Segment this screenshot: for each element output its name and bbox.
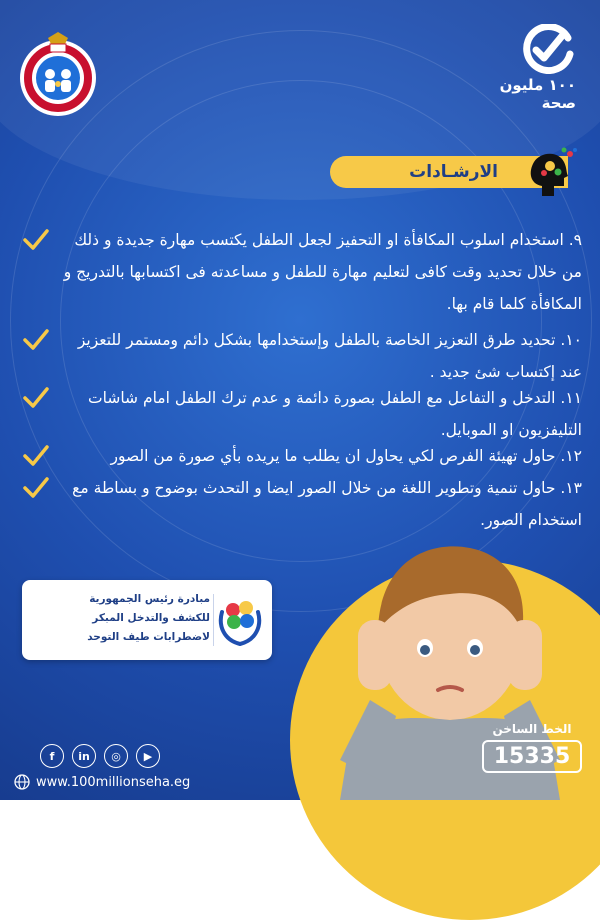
website-link[interactable] [14,774,190,790]
section-title: الارشـادات [409,162,498,182]
hotline-label: الخط الساخن [492,722,572,736]
initiative-line: مبادرة رئيس الجمهورية [89,593,210,605]
website-url[interactable]: www.100millionseha.eg [36,774,191,790]
hotline [482,722,582,773]
check-icon [22,476,50,500]
guideline-text: حاول تهيئة الفرص لكي يحاول ان يطلب ما يريده بأي صورة من الصور [110,447,556,465]
check-icon [22,386,50,410]
guideline-number: ٩. [568,231,582,249]
linkedin-icon[interactable]: in [72,744,96,768]
ministry-of-health-logo [14,30,102,118]
guideline-item [22,440,582,472]
initiative-line: لاضطرابات طيف التوحد [87,631,210,643]
campaign-name-line2: صحة [541,94,576,112]
guideline-text: حاول تنمية وتطوير اللغة من خلال الصور ايضا و التحدث بوضوح و بساطة مع استخدام الصور. [72,479,582,529]
check-icon [22,328,50,352]
guideline-item [22,224,582,324]
guideline-number: ١٣. [560,479,582,497]
globe-icon [14,774,30,790]
hotline-number[interactable]: 15335 [482,740,582,773]
check-icon [22,228,50,252]
guideline-text: التدخل و التفاعل مع الطفل بصورة دائمة و عدم ترك الطفل امام شاشات التليفزيون او الموبايل. [88,389,582,439]
youtube-icon[interactable]: ▶ [136,744,160,768]
guideline-text: تحديد طرق التعزيز الخاصة بالطفل وإستخدامها بشكل دائم ومستمر للتعزيز عند إكتساب شئ جديد . [77,331,582,381]
head-gears-icon [520,146,578,198]
guideline-number: ١٢. [560,447,582,465]
guideline-number: ١١. [560,389,582,407]
facebook-icon[interactable]: f [40,744,64,768]
checkmark-circle-icon [516,24,576,74]
initiative-card [22,580,272,660]
check-icon [22,444,50,468]
guideline-text: استخدام اسلوب المكافأة او التحفيز لجعل الطفل يكتسب مهارة جديدة و ذلك من خلال تحديد وقت كافى لتعليم مهارة للطفل و مساعدته فى اكتسابها بالتدريج و المكافأة كلما قام بها. [63,231,582,313]
guideline-item [22,382,582,446]
card-divider [213,594,214,646]
campaign-logo [496,24,576,112]
guideline-item [22,324,582,388]
puzzle-hands-icon [216,592,264,648]
social-links [40,744,160,768]
guideline-number: ١٠. [560,331,582,349]
instagram-icon[interactable]: ◎ [104,744,128,768]
initiative-line: للكشف والتدخل المبكر [92,612,210,624]
campaign-name-line1: ١٠٠ مليون [499,76,576,94]
